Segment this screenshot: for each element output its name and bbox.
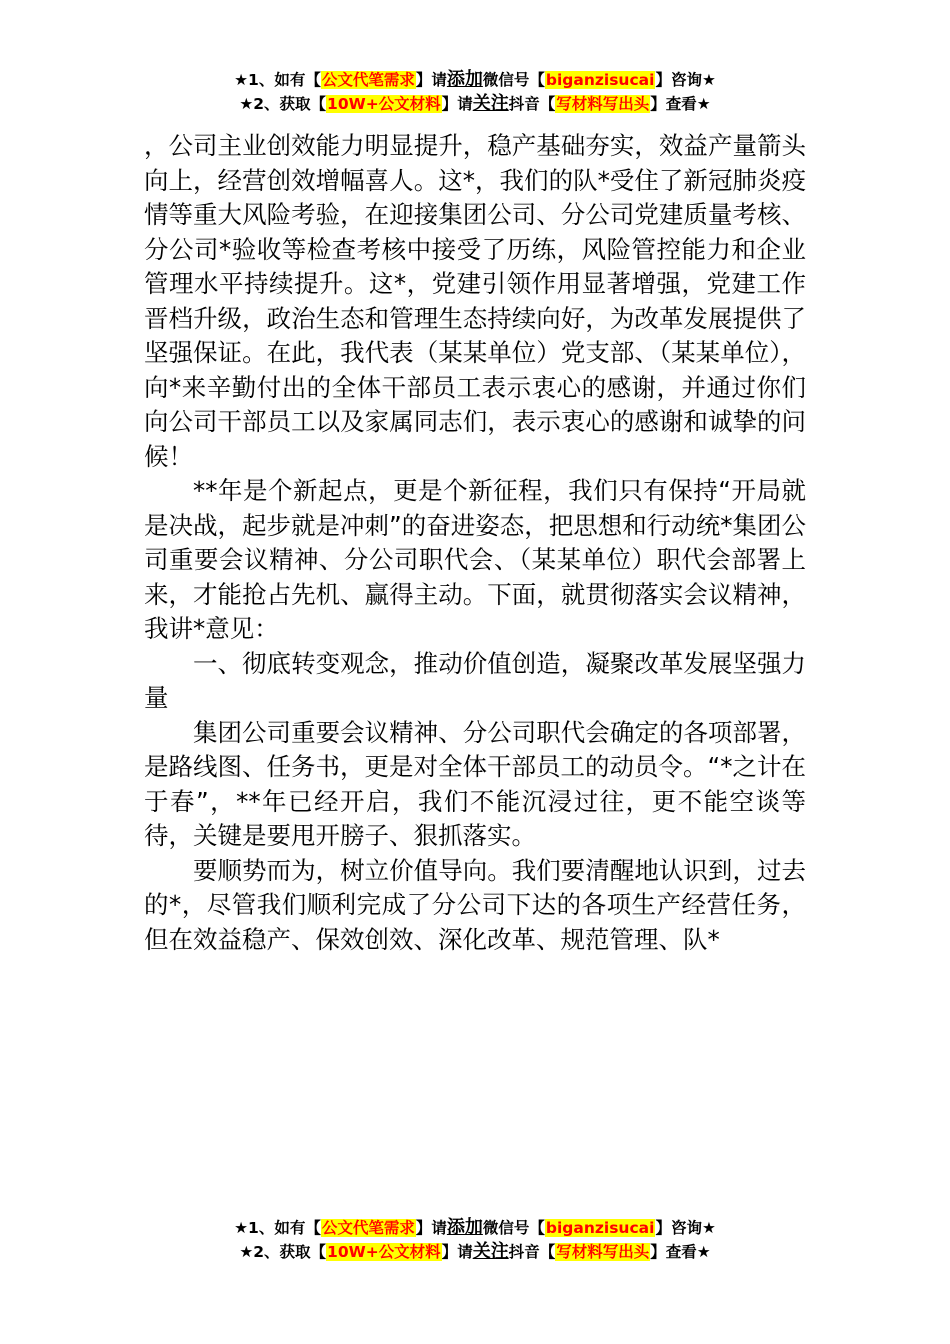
banner-text: 抖音【: [508, 95, 556, 113]
banner-text: ★2、获取【: [239, 1243, 327, 1261]
paragraph: 集团公司重要会议精神、分公司职代会确定的各项部署，是路线图、任务书，更是对全体干部员工的动员令。“*之计在于春”，**年已经开启，我们不能沉浸过往，更不能空谈等待，关键是要甩开膀子、狠抓落实。: [144, 717, 806, 850]
document-body: [144, 129, 806, 957]
banner-text: 】请: [441, 95, 473, 113]
highlight-douyin-id: 写材料写出头: [556, 1243, 650, 1261]
highlight-service: 公文代笔需求: [321, 71, 415, 89]
emphasis-add: 添加: [446, 69, 483, 90]
footer-banner: [0, 1216, 950, 1264]
banner-line-1: [0, 1216, 950, 1240]
banner-line-2: [0, 92, 950, 116]
emphasis-follow: 关注: [472, 93, 509, 114]
banner-text: 抖音【: [508, 1243, 556, 1261]
highlight-materials: 10W+公文材料: [327, 1243, 441, 1261]
banner-text: ★1、如有【: [234, 71, 321, 89]
banner-line-2: [0, 1240, 950, 1264]
highlight-douyin-id: 写材料写出头: [556, 95, 650, 113]
banner-text: 】请: [415, 71, 447, 89]
banner-line-1: [0, 68, 950, 92]
highlight-materials: 10W+公文材料: [327, 95, 441, 113]
banner-text: ★1、如有【: [234, 1219, 321, 1237]
highlight-wechat-id: biganzisucai: [545, 1219, 655, 1237]
banner-text: 】查看★: [650, 1243, 711, 1261]
banner-text: ★2、获取【: [239, 95, 327, 113]
header-banner: [0, 68, 950, 116]
banner-text: 】查看★: [650, 95, 711, 113]
paragraph: ，公司主业创效能力明显提升，稳产基础夯实，效益产量箭头向上，经营创效增幅喜人。这*，我们的队*受住了新冠肺炎疫情等重大风险考验，在迎接集团公司、分公司党建质量考核、分公司*验收等检查考核中接受了历练，风险管控能力和企业管理水平持续提升。这*，党建引领作用显著增强，党建工作晋档升级，政治生态和管理生态持续向好，为改革发展提供了坚强保证。在此，我代表（某某单位）党支部、（某某单位），向*来辛勤付出的全体干部员工表示衷心的感谢，并通过你们向公司干部员工以及家属同志们，表示衷心的感谢和诚挚的问候！: [144, 131, 806, 471]
banner-text: 微信号【: [482, 1219, 545, 1237]
banner-text: 】咨询★: [655, 1219, 716, 1237]
highlight-service: 公文代笔需求: [321, 1219, 415, 1237]
banner-text: 】请: [415, 1219, 447, 1237]
paragraph: 要顺势而为，树立价值导向。我们要清醒地认识到，过去的*，尽管我们顺利完成了分公司下达的各项生产经营任务，但在效益稳产、保效创效、深化改革、规范管理、队*: [144, 855, 806, 954]
highlight-wechat-id: biganzisucai: [545, 71, 655, 89]
banner-text: 】请: [441, 1243, 473, 1261]
emphasis-add: 添加: [446, 1217, 483, 1238]
banner-text: 】咨询★: [655, 71, 716, 89]
banner-text: 微信号【: [482, 71, 545, 89]
section-heading: 一、彻底转变观念，推动价值创造，凝聚改革发展坚强力量: [144, 648, 806, 712]
emphasis-follow: 关注: [472, 1241, 509, 1262]
paragraph: **年是个新起点，更是个新征程，我们只有保持“开局就是决战，起步就是冲刺”的奋进姿态，把思想和行动统*集团公司重要会议精神、分公司职代会、（某某单位）职代会部署上来，才能抢占先机、赢得主动。下面，就贯彻落实会议精神，我讲*意见：: [144, 476, 806, 643]
